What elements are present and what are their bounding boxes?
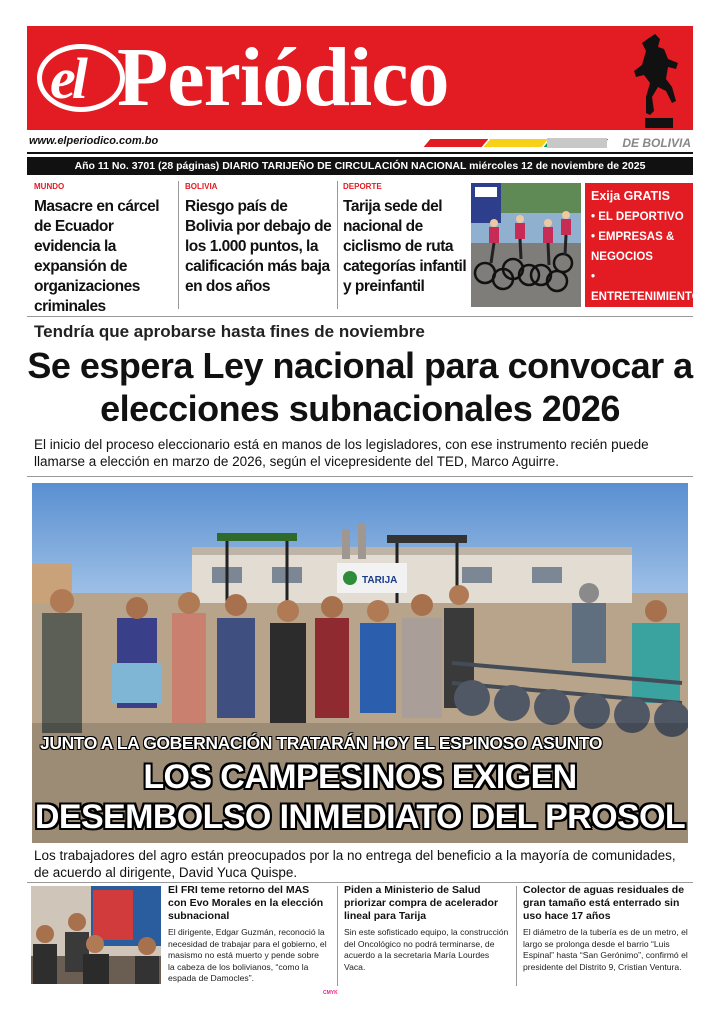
teaser-section: DEPORTE <box>343 182 382 191</box>
story-headline: El FRI teme retorno del MAS con Evo Morales en la elección subnacional <box>168 884 324 922</box>
column-divider <box>337 886 338 986</box>
promo-item-label: EMPRESAS & NEGOCIOS <box>591 231 675 263</box>
lead-headline[interactable]: Se espera Ley nacional para convocar a elecciones subnacionales 2026 <box>27 345 693 429</box>
site-url-link[interactable]: www.elperiodico.com.bo <box>29 135 159 147</box>
promo-box[interactable] <box>585 183 701 307</box>
divider-bar <box>547 138 607 148</box>
masthead <box>27 26 693 130</box>
promo-item-label: EL DEPORTIVO <box>598 211 684 223</box>
section-rule <box>27 476 693 477</box>
flag-red-stripe <box>424 139 489 147</box>
bottom-story-salud[interactable] <box>344 884 510 973</box>
front-page <box>27 26 701 994</box>
teaser-deporte[interactable] <box>343 179 469 313</box>
issue-info-bar: Año 11 No. 3701 (28 páginas) DIARIO TARIJEÑO DE CIRCULACIÓN NACIONAL miércoles 12 de noviembre de 2025 <box>27 157 693 175</box>
cmyk-label: CMYK <box>323 990 338 996</box>
promo-item: • EMPRESAS & NEGOCIOS <box>591 231 675 263</box>
lead-deck: El inicio del proceso eleccionario está en manos de los legisladores, con ese instrumento recién puede llamarse a elección en marzo de 2026, según el vicepresidente del TED, Marco Aguirre. <box>34 437 649 469</box>
story-headline: Piden a Ministerio de Salud priorizar compra de acelerador lineal para Tarija <box>344 884 499 922</box>
photo-headline[interactable]: LOS CAMPESINOS EXIGEN DESEMBOLSO INMEDIATO DEL PROSOL <box>34 758 686 836</box>
teaser-mundo[interactable] <box>34 179 174 313</box>
logo-wordmark: Periódico <box>117 31 449 124</box>
fri-press-photo <box>31 886 161 984</box>
masthead-subbar <box>27 134 693 152</box>
column-divider <box>178 181 179 309</box>
teaser-row <box>27 179 701 315</box>
column-divider <box>337 181 338 309</box>
section-rule <box>27 316 693 317</box>
teaser-headline: Riesgo país de Bolivia por debajo de los 1.000 puntos, la calificación más baja en dos años <box>185 198 332 295</box>
teaser-section: MUNDO <box>34 182 65 191</box>
story-body: El dirigente, Edgar Guzmán, reconoció la necesidad de trabajar para el gobierno, el masismo no está muerto y pende sobre la cabeza de los bolivianos, “como la espada de Damocles”. <box>168 927 327 983</box>
column-divider <box>516 886 517 986</box>
bottom-story-colector[interactable] <box>523 884 691 973</box>
sign-text: TARIJA <box>362 575 398 586</box>
logo-el-circle <box>37 44 125 112</box>
photo-kicker: JUNTO A LA GOBERNACIÓN TRATARÁN HOY EL ESPINOSO ASUNTO <box>40 733 603 753</box>
masthead-rule <box>27 152 693 154</box>
cyclists-photo <box>471 183 581 307</box>
edition-country: DE BOLIVIA <box>622 136 691 150</box>
story-body: Sin este sofisticado equipo, la construcción del Oncológico no podrá terminarse, de acuerdo a la secretaria María Lourdes Vaca. <box>344 927 509 972</box>
logo-prefix: el <box>50 46 84 111</box>
flag-yellow-stripe <box>484 139 549 147</box>
cmyk-mark <box>323 990 338 996</box>
promo-title: Exija GRATIS <box>591 189 670 203</box>
teaser-bolivia[interactable] <box>185 179 335 313</box>
farmers-photo <box>32 483 688 843</box>
story-headline: Colector de aguas residuales de gran tamaño está enterrado sin uso hace 17 años <box>523 884 685 922</box>
promo-item-label: ENTRETENIMIENTO <box>591 291 701 303</box>
teaser-section: BOLIVIA <box>185 182 218 191</box>
promo-item: • ENTRETENIMIENTO <box>591 271 701 303</box>
bottom-stories <box>27 884 693 988</box>
teaser-headline: Tarija sede del nacional de ciclismo de ruta categorías infantil y preinfantil <box>343 198 467 295</box>
lead-kicker: Tendría que aprobarse hasta fines de noviembre <box>34 322 425 341</box>
promo-item: • EL DEPORTIVO <box>591 211 684 223</box>
story-body: El diámetro de la tubería es de un metro, el largo se prolonga desde el barrio “Luis Espinal” hasta “San Gerónimo”, confirmó el presidente del Distrito 9, Cristian Ventura. <box>523 927 688 972</box>
statue-rider-icon <box>627 32 687 128</box>
teaser-headline: Masacre en cárcel de Ecuador evidencia la expansión de organizaciones criminales <box>34 198 160 315</box>
bottom-story-fri[interactable] <box>168 884 328 985</box>
section-rule <box>27 882 693 883</box>
photo-deck: Los trabajadores del agro están preocupados por la no entrega del beneficio a la mayoría de comunidades, de acuerdo al dirigente, David Yuca Quispe. <box>34 848 676 880</box>
